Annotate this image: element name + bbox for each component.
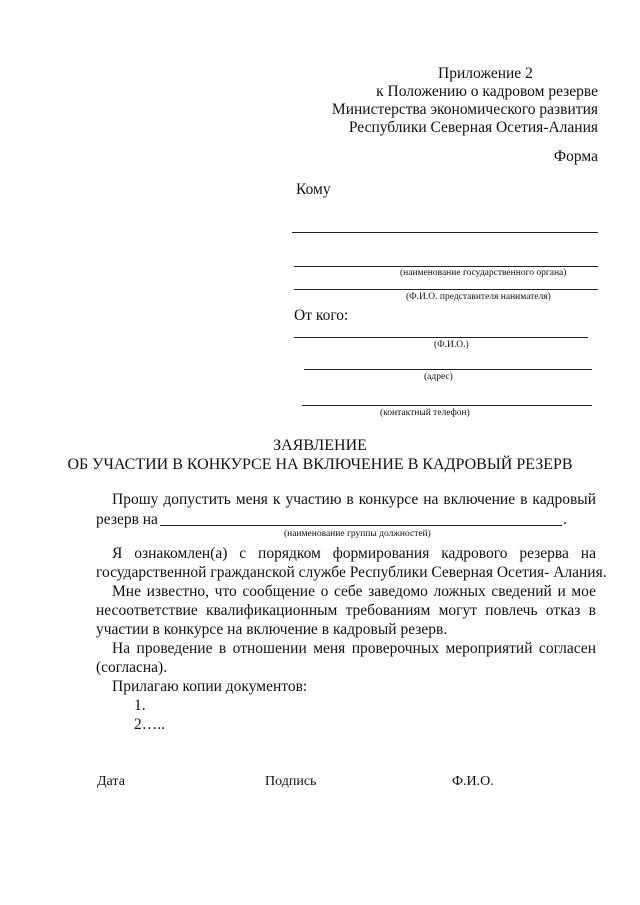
from-caption-phone: (контактный телефон) <box>380 408 470 418</box>
footer-signature: Подпись <box>265 774 317 789</box>
from-fio-line[interactable] <box>294 337 588 338</box>
caption-position-group: (наименование группы должностей) <box>284 529 431 539</box>
from-caption-address: (адрес) <box>424 372 453 382</box>
p4-line1: На проведение в отношении меня проверочных мероприятий согласен <box>112 640 596 657</box>
p1-line2-prefix: резерв на <box>96 511 158 528</box>
appendix-republic: Республики Северная Осетия-Алания <box>348 119 598 136</box>
to-line-2[interactable] <box>294 266 598 267</box>
from-address-line[interactable] <box>304 369 592 370</box>
from-phone-line[interactable] <box>302 405 592 406</box>
from-caption-fio: (Ф.И.О.) <box>434 340 469 350</box>
position-group-field[interactable] <box>160 525 562 526</box>
document-title: ЗАЯВЛЕНИЕ <box>273 437 367 454</box>
appendix-number: Приложение 2 <box>438 65 533 82</box>
to-line-3[interactable] <box>294 289 598 290</box>
to-caption-rep: (Ф.И.О. представителя нанимателя) <box>406 292 551 302</box>
appendix-ministry: Министерства экономического развития <box>331 101 598 118</box>
p4-line2: (согласна). <box>96 659 168 676</box>
p3-line1: Мне известно, что сообщение о себе заведомо ложных сведений и мое <box>112 583 596 600</box>
to-line-1[interactable] <box>292 232 598 233</box>
attachments-intro: Прилагаю копии документов: <box>112 678 308 695</box>
to-caption-org: (наименование государственного органа) <box>400 268 567 278</box>
p1-line2-suffix: . <box>563 511 567 528</box>
p1-line1: Прошу допустить меня к участию в конкурсе на включение в кадровый <box>112 491 596 508</box>
p2-line1: Я ознакомлен(а) с порядком формирования кадрового резерва на <box>112 545 596 562</box>
document-subtitle: ОБ УЧАСТИИ В КОНКУРСЕ НА ВКЛЮЧЕНИЕ В КАДРОВЫЙ РЕЗЕРВ <box>67 456 573 473</box>
attachment-item-2: 2….. <box>134 716 165 733</box>
appendix-regulation: к Положению о кадровом резерве <box>376 83 598 100</box>
from-label: От кого: <box>294 307 349 324</box>
footer-fio: Ф.И.О. <box>452 774 494 789</box>
footer-date: Дата <box>97 774 125 789</box>
attachment-item-1: 1. <box>134 697 146 714</box>
p2-line2: государственной гражданской службе Республики Северная Осетия- Алания. <box>96 564 607 581</box>
p3-line3: участии в конкурсе на включение в кадровый резерв. <box>96 621 448 638</box>
p3-line2: несоответствие квалификационным требованиям могут повлечь отказ в <box>96 602 596 619</box>
to-label: Кому <box>296 181 331 198</box>
form-label: Форма <box>553 148 598 165</box>
